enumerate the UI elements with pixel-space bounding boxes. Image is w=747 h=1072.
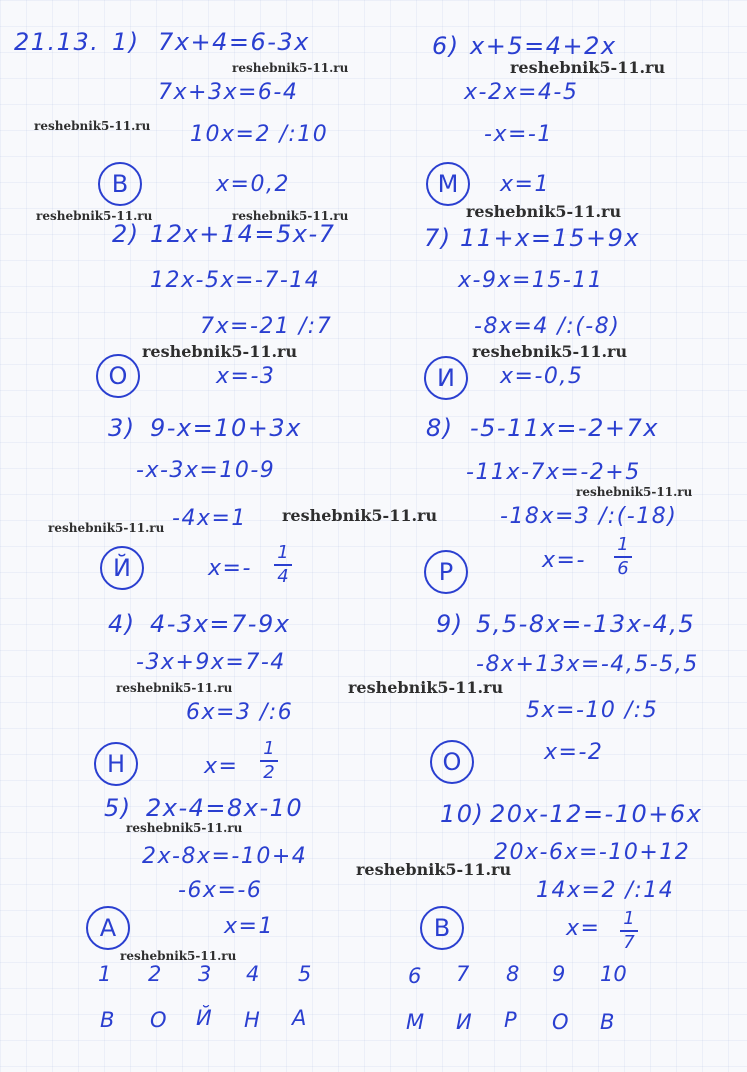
p3-line3: -4x=1 <box>172 506 247 531</box>
answer-letter: Р <box>504 1008 517 1032</box>
p2-label: 2) <box>112 220 140 248</box>
watermark: reshebnik5-11.ru <box>282 506 438 525</box>
p1-line1: 7x+4=6-3x <box>158 28 310 56</box>
p4-result-prefix: x= <box>204 754 239 779</box>
answer-letter: И <box>456 1010 472 1034</box>
p2-line1: 12x+14=5x-7 <box>150 220 336 248</box>
answer-number: 6 <box>408 964 422 988</box>
p4-line3: 6x=3 /:6 <box>186 700 294 725</box>
p6-line2: x-2x=4-5 <box>464 80 579 105</box>
p8-line2: -11x-7x=-2+5 <box>466 460 641 485</box>
p6-line3: -x=-1 <box>484 122 553 147</box>
p5-line3: -6x=-6 <box>178 878 263 903</box>
p8-result-prefix: x=- <box>542 548 586 573</box>
p3-denominator: 4 <box>277 566 289 587</box>
p5-label: 5) <box>104 794 132 822</box>
p10-line1: 20x-12=-10+6x <box>490 800 703 828</box>
p8-label: 8) <box>426 414 454 442</box>
answer-letter: О <box>150 1008 167 1032</box>
p9-line3: 5x=-10 /:5 <box>526 698 659 723</box>
answer-letter: В <box>600 1010 615 1034</box>
p1-line2: 7x+3x=6-4 <box>158 80 299 105</box>
p5-line2: 2x-8x=-10+4 <box>142 844 308 869</box>
p3-label: 3) <box>108 414 136 442</box>
answer-letter: В <box>100 1008 115 1032</box>
p8-letter-circle: Р <box>424 550 468 594</box>
p10-line2: 20x-6x=-10+12 <box>494 840 691 865</box>
answer-letter: М <box>406 1010 425 1034</box>
p3-letter-circle: Й <box>100 546 144 590</box>
p3-line1: 9-x=10+3x <box>150 414 302 442</box>
p8-line3: -18x=3 /:(-18) <box>500 504 678 529</box>
answer-number: 7 <box>456 962 470 986</box>
p7-label: 7) <box>424 224 452 252</box>
watermark: reshebnik5-11.ru <box>116 681 233 695</box>
answer-number: 10 <box>600 962 627 986</box>
p7-line2: x-9x=15-11 <box>458 268 604 293</box>
p7-letter-circle: И <box>424 356 468 400</box>
watermark: reshebnik5-11.ru <box>348 678 504 697</box>
p9-result: x=-2 <box>544 740 604 765</box>
watermark: reshebnik5-11.ru <box>472 342 628 361</box>
p2-line3: 7x=-21 /:7 <box>200 314 333 339</box>
p6-label: 6) <box>432 32 460 60</box>
p7-line1: 11+x=15+9x <box>460 224 641 252</box>
p10-result-prefix: x= <box>566 916 601 941</box>
p8-fraction <box>614 536 632 578</box>
p1-result: x=0,2 <box>216 172 290 197</box>
p5-line1: 2x-4=8x-10 <box>146 794 304 822</box>
p9-label: 9) <box>436 610 464 638</box>
answer-number: 1 <box>98 962 112 986</box>
watermark: reshebnik5-11.ru <box>48 521 165 535</box>
p7-line3: -8x=4 /:(-8) <box>474 314 621 339</box>
p6-line1: x+5=4+2x <box>470 32 617 60</box>
p8-denominator: 6 <box>617 558 629 579</box>
p4-fraction <box>260 740 278 782</box>
p9-line2: -8x+13x=-4,5-5,5 <box>476 652 699 677</box>
answer-number: 9 <box>552 962 566 986</box>
p4-numerator: 1 <box>263 738 275 759</box>
answer-number: 3 <box>198 962 212 986</box>
answer-letter: О <box>552 1010 569 1034</box>
watermark: reshebnik5-11.ru <box>576 485 693 499</box>
p10-letter-circle: В <box>420 906 464 950</box>
p5-letter-circle: А <box>86 906 130 950</box>
p10-line3: 14x=2 /:14 <box>536 878 675 903</box>
p2-result: x=-3 <box>216 364 276 389</box>
p6-letter-circle: М <box>426 162 470 206</box>
watermark: reshebnik5-11.ru <box>510 58 666 77</box>
p4-letter-circle: Н <box>94 742 138 786</box>
answer-number: 5 <box>298 962 312 986</box>
problem-number: 21.13. <box>14 28 100 56</box>
p9-line1: 5,5-8x=-13x-4,5 <box>476 610 696 638</box>
p3-result-prefix: x=- <box>208 556 252 581</box>
p4-line2: -3x+9x=7-4 <box>136 650 286 675</box>
p4-label: 4) <box>108 610 136 638</box>
watermark: reshebnik5-11.ru <box>120 949 237 963</box>
p4-line1: 4-3x=7-9x <box>150 610 291 638</box>
p1-letter-circle: В <box>98 162 142 206</box>
answer-number: 2 <box>148 962 162 986</box>
watermark: reshebnik5-11.ru <box>356 860 512 879</box>
p10-numerator: 1 <box>623 908 635 929</box>
p3-line2: -x-3x=10-9 <box>136 458 276 483</box>
p10-denominator: 7 <box>623 932 635 953</box>
p4-denominator: 2 <box>263 762 275 783</box>
watermark: reshebnik5-11.ru <box>126 821 243 835</box>
p5-result: x=1 <box>224 914 274 939</box>
p7-result: x=-0,5 <box>500 364 584 389</box>
p8-numerator: 1 <box>617 534 629 555</box>
answer-letter: А <box>292 1006 307 1030</box>
watermark: reshebnik5-11.ru <box>142 342 298 361</box>
p1-line3: 10x=2 /:10 <box>190 122 329 147</box>
p8-line1: -5-11x=-2+7x <box>470 414 659 442</box>
answer-number: 8 <box>506 962 520 986</box>
watermark: reshebnik5-11.ru <box>232 61 349 75</box>
p3-numerator: 1 <box>277 542 289 563</box>
p1-label: 1) <box>112 28 140 56</box>
answer-number: 4 <box>246 962 260 986</box>
watermark: reshebnik5-11.ru <box>232 209 349 223</box>
watermark: reshebnik5-11.ru <box>466 202 622 221</box>
answer-letter: Й <box>196 1006 212 1030</box>
answer-letter: Н <box>244 1008 260 1032</box>
p6-result: x=1 <box>500 172 550 197</box>
p9-letter-circle: О <box>430 740 474 784</box>
p2-line2: 12x-5x=-7-14 <box>150 268 321 293</box>
watermark: reshebnik5-11.ru <box>36 209 153 223</box>
p10-label: 10) <box>440 800 485 828</box>
p10-fraction <box>620 910 638 952</box>
watermark: reshebnik5-11.ru <box>34 119 151 133</box>
p2-letter-circle: О <box>96 354 140 398</box>
p3-fraction <box>274 544 292 586</box>
